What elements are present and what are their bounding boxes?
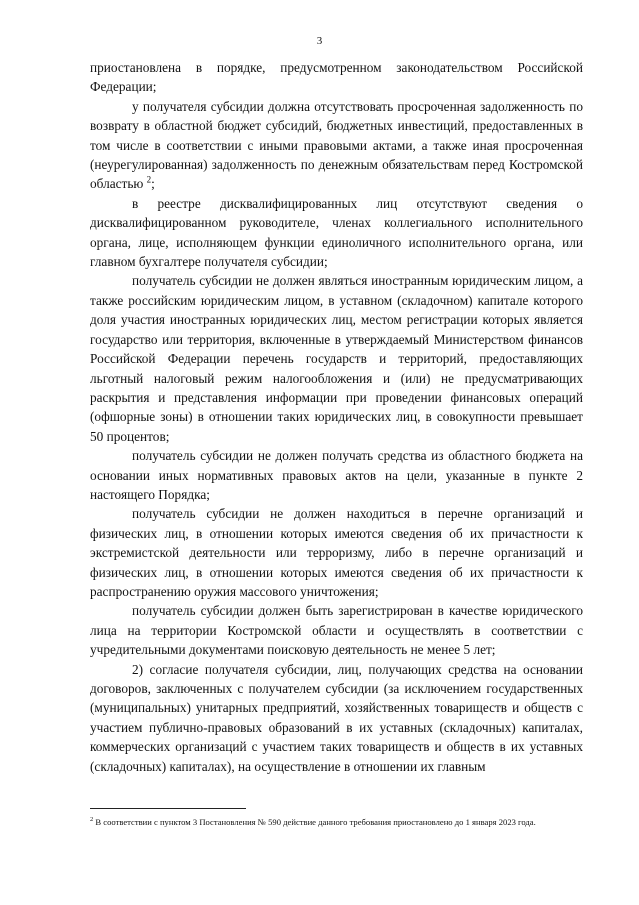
paragraph-other-budget-funds: получатель субсидии не должен получать средства из областного бюджета на основании иных нормативных правовых актов на цели, указанные в пункте 2 настоящего Порядка; (90, 448, 583, 502)
paragraph-suspension-clause: приостановлена в порядке, предусмотренном законодательством Российской Федерации; (90, 60, 583, 95)
footnote-marker: 2 (90, 816, 94, 824)
document-body (90, 58, 583, 776)
paragraph-foreign-entity: получатель субсидии не должен являться иностранным юридическим лицом, а также российским юридическим лицом, в уставном (складочном) капитале которого доля участия иностранных юридических лиц, местом регистрации которых является государство или территория, включенные в утверждаемый Министерством финансов Российской Федерации перечень государств и территорий, предоставляющих льготный налоговый режим налогообложения и (или) не предусматривающих раскрытия и представления информации при проведении финансовых операций (офшорные зоны) в отношении таких юридических лиц, в совокупности превышает 50 процентов; (90, 273, 583, 444)
footnote-separator (90, 808, 246, 809)
paragraph-extremism-list: получатель субсидии не должен находиться в перечне организаций и физических лиц, в отношении которых имеются сведения об их причастности к экстремистской деятельности или терроризму, либо в перечне организаций и физических лиц, в отношении которых имеются сведения об их причастности к распространению оружия массового уничтожения; (90, 506, 583, 599)
paragraph-disqualified-persons: в реестре дисквалифицированных лиц отсутствуют сведения о дисквалифицированном руководителе, членах коллегиального исполнительного органа, лице, исполняющем функции единоличного исполнительного органа, или главном бухгалтере получателя субсидии; (90, 195, 583, 270)
paragraph-no-overdue-debt: у получателя субсидии должна отсутствовать просроченная задолженность по возврату в областной бюджет субсидий, бюджетных инвестиций, предоставленных в том числе в соответствии с иными правовыми актами, а также иная просроченная (неурегулированная) задолженность по денежным обязательствам перед Костромской областью $^2$; (90, 98, 583, 192)
paragraph-consent: 2) согласие получателя субсидии, лиц, получающих средства на основании договоров, заключенных с получателем субсидии (за исключением государственных (муниципальных) унитарных предприятий, хозяйственных товариществ и обществ с участием публично-правовых образований в их уставных (складочных) капиталах, коммерческих организаций с участием таких товариществ и обществ в их уставных (складочных) капиталах), на осуществление в отношении их главным (90, 661, 583, 774)
footnote-text: В соответствии с пунктом 3 Постановления № 590 действие данного требования приостановлено до 1 января 2023 года. (95, 817, 536, 827)
footnote-reference: 2 (146, 175, 152, 186)
footnote (90, 816, 583, 828)
page-number: 3 (316, 35, 323, 47)
paragraph-registration: получатель субсидии должен быть зарегистрирован в качестве юридического лица на территории Костромской области и осуществлять в соответствии с учредительными документами поисковую деятельность не менее 5 лет; (90, 603, 583, 658)
